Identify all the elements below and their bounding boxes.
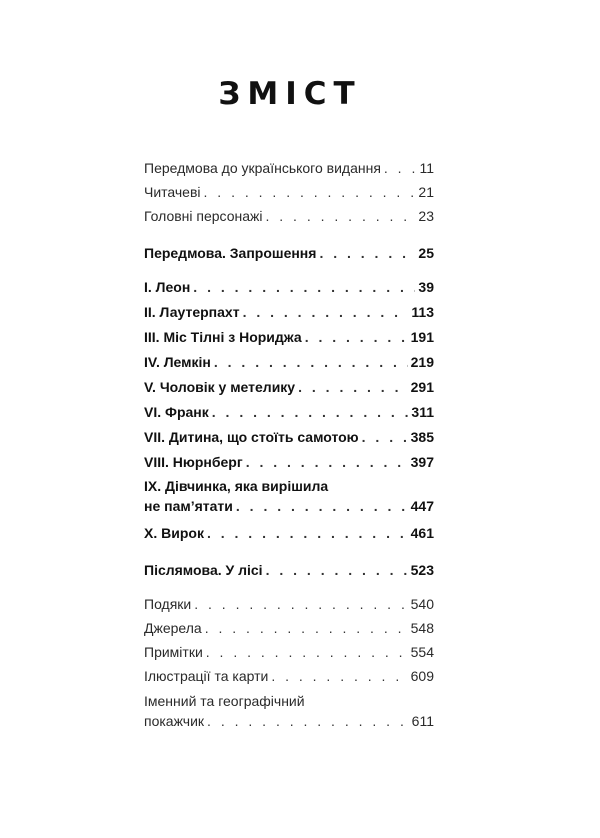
- toc-entry-notes[interactable]: [144, 644, 434, 660]
- toc-entry-index[interactable]: [144, 693, 434, 729]
- toc-entry-label: Ілюстрації та карти: [144, 668, 269, 684]
- toc-entry-chapter-9[interactable]: [144, 478, 434, 514]
- toc-entry-label-line2: покажчик: [144, 713, 205, 729]
- dot-leader: [362, 429, 408, 445]
- toc-entry-page: 540: [410, 596, 434, 612]
- toc-entry-page: 447: [410, 498, 434, 514]
- toc-entry-page: 191: [410, 329, 434, 345]
- dot-leader: [212, 404, 409, 420]
- toc-entry-label: VI. Франк: [144, 404, 209, 420]
- toc-entry-label: IV. Лемкін: [144, 354, 211, 370]
- toc-entry-illustrations[interactable]: [144, 668, 434, 684]
- toc-entry-page: 554: [410, 644, 434, 660]
- toc-entry-label-line2: не пам’ятати: [144, 498, 233, 514]
- toc-entry-page: 113: [411, 304, 434, 320]
- toc-entry-epilogue[interactable]: [144, 562, 434, 578]
- toc-entry-chapter-2[interactable]: [144, 304, 434, 320]
- toc-entry-page: 21: [418, 184, 434, 200]
- toc-entry-page: 311: [411, 404, 434, 420]
- dot-leader: [193, 279, 415, 295]
- toc-entry-prologue[interactable]: [144, 245, 434, 261]
- dot-leader: [266, 562, 408, 578]
- toc-entry-label: Головні персонажі: [144, 208, 263, 224]
- toc-entry-chapter-3[interactable]: [144, 329, 434, 345]
- toc-entry-acknowledgements[interactable]: [144, 596, 434, 612]
- toc-entry-label-line1: Іменний та географічний: [144, 693, 305, 709]
- toc-entry-page: 25: [418, 245, 434, 261]
- toc-entry-label: Післямова. У лісі: [144, 562, 263, 578]
- toc-entry-page: 461: [410, 525, 434, 541]
- toc-entry-label: Подяки: [144, 596, 192, 612]
- toc-entry-chapter-8[interactable]: [144, 454, 434, 470]
- toc-entry-sources[interactable]: [144, 620, 434, 636]
- dot-leader: [246, 454, 408, 470]
- toc-entry-label: II. Лаутерпахт: [144, 304, 240, 320]
- dot-leader: [214, 354, 408, 370]
- toc-entry-chapter-6[interactable]: [144, 404, 434, 420]
- toc-entry-label: Примітки: [144, 644, 203, 660]
- toc-entry-label: X. Вирок: [144, 525, 204, 541]
- toc-entry-label: Джерела: [144, 620, 202, 636]
- dot-leader: [236, 498, 408, 514]
- dot-leader: [194, 596, 407, 612]
- toc-entry-label: Передмова. Запрошення: [144, 245, 317, 261]
- toc-entry-page: 39: [418, 279, 434, 295]
- dot-leader: [305, 329, 408, 345]
- toc-entry-chapter-5[interactable]: [144, 379, 434, 395]
- toc-entry-to-reader[interactable]: [144, 184, 434, 200]
- toc-entry-chapter-10[interactable]: [144, 525, 434, 541]
- toc-entry-page: 385: [410, 429, 434, 445]
- toc-entry-page: 23: [418, 208, 434, 224]
- toc-entry-chapter-4[interactable]: [144, 354, 434, 370]
- toc-entry-page: 219: [410, 354, 434, 370]
- dot-leader: [204, 184, 416, 200]
- dot-leader: [207, 713, 409, 729]
- page-title: ЗМІСТ: [218, 76, 362, 112]
- toc-entry-page: 611: [411, 713, 434, 729]
- dot-leader: [207, 525, 408, 541]
- toc-entry-label: Передмова до українського видання: [144, 160, 381, 176]
- toc-entry-page: 548: [410, 620, 434, 636]
- toc-entry-label: Читачеві: [144, 184, 201, 200]
- toc-entry-page: 609: [410, 668, 434, 684]
- dot-leader: [243, 304, 409, 320]
- toc-entry-label: VIII. Нюрнберг: [144, 454, 243, 470]
- toc-entry-page: 11: [419, 160, 434, 176]
- toc-entry-chapter-7[interactable]: [144, 429, 434, 445]
- dot-leader: [206, 644, 408, 660]
- toc-entry-main-characters[interactable]: [144, 208, 434, 224]
- toc-entry-label: V. Чоловік у метелику: [144, 379, 296, 395]
- toc-entry-page: 397: [410, 454, 434, 470]
- toc-entry-label: VII. Дитина, що стоїть самотою: [144, 429, 359, 445]
- dot-leader: [384, 160, 417, 176]
- toc-entry-foreword-ukrainian[interactable]: [144, 160, 434, 176]
- toc-entry-label-line1: IX. Дівчинка, яка вирішила: [144, 478, 329, 494]
- dot-leader: [271, 668, 407, 684]
- dot-leader: [298, 379, 408, 395]
- toc-entry-page: 291: [410, 379, 434, 395]
- toc-entry-chapter-1[interactable]: [144, 279, 434, 295]
- dot-leader: [319, 245, 415, 261]
- toc-entry-page: 523: [410, 562, 434, 578]
- dot-leader: [205, 620, 408, 636]
- toc-entry-label: I. Леон: [144, 279, 191, 295]
- toc-entry-label: III. Міс Тілні з Нориджа: [144, 329, 302, 345]
- dot-leader: [266, 208, 416, 224]
